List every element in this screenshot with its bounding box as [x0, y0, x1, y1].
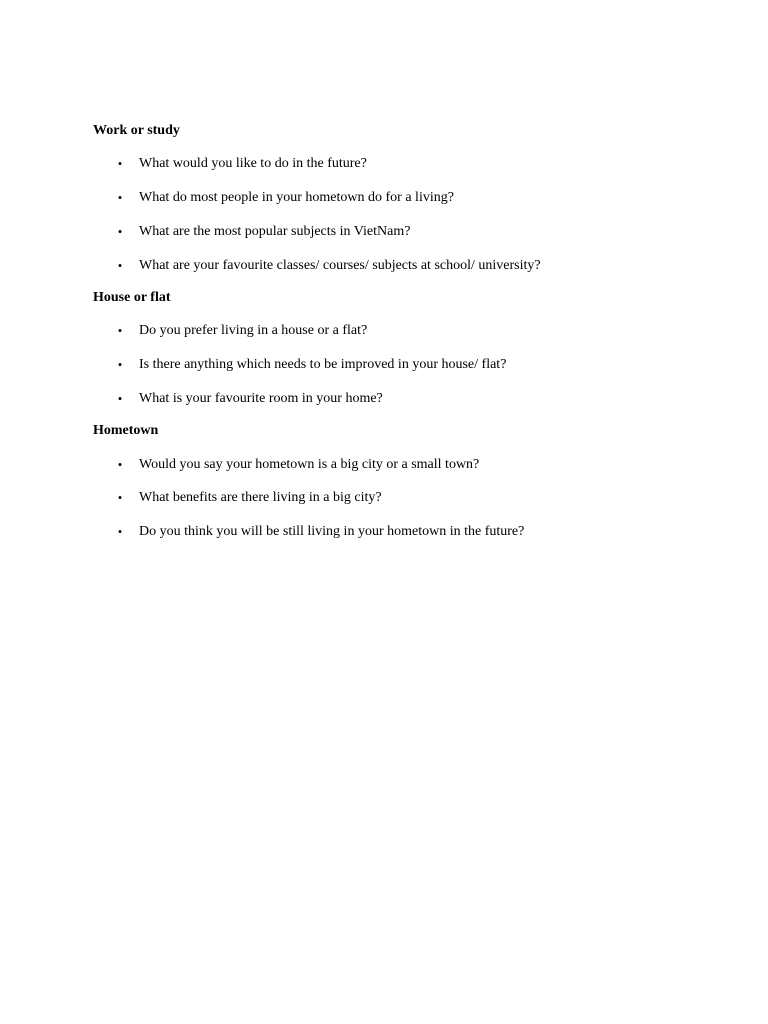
question-text: Do you prefer living in a house or a flat? [139, 323, 368, 338]
bullet-icon: • [117, 490, 123, 505]
question-text: What benefits are there living in a big city? [139, 490, 382, 505]
bullet-icon: • [117, 190, 123, 205]
question-text: Would you say your hometown is a big city or a small town? [139, 457, 480, 472]
question-text: What is your favourite room in your home? [139, 391, 383, 406]
bullet-icon: • [117, 323, 123, 338]
section-heading-hometown: Hometown [93, 423, 159, 438]
bullet-icon: • [117, 457, 123, 472]
bullet-icon: • [117, 258, 123, 273]
bullet-icon: • [117, 156, 123, 171]
bullet-icon: • [117, 357, 123, 372]
bullet-icon: • [117, 391, 123, 406]
bullet-icon: • [117, 524, 123, 539]
question-text: What do most people in your hometown do for a living? [139, 190, 454, 205]
bullet-icon: • [117, 224, 123, 239]
question-text: Do you think you will be still living in your hometown in the future? [139, 524, 525, 539]
question-text: What would you like to do in the future? [139, 156, 367, 171]
question-text: What are the most popular subjects in VietNam? [139, 224, 411, 239]
section-heading-house-or-flat: House or flat [93, 290, 171, 305]
section-heading-work-or-study: Work or study [93, 123, 180, 138]
question-text: What are your favourite classes/ courses/ subjects at school/ university? [139, 258, 541, 273]
question-text: Is there anything which needs to be improved in your house/ flat? [139, 357, 507, 372]
